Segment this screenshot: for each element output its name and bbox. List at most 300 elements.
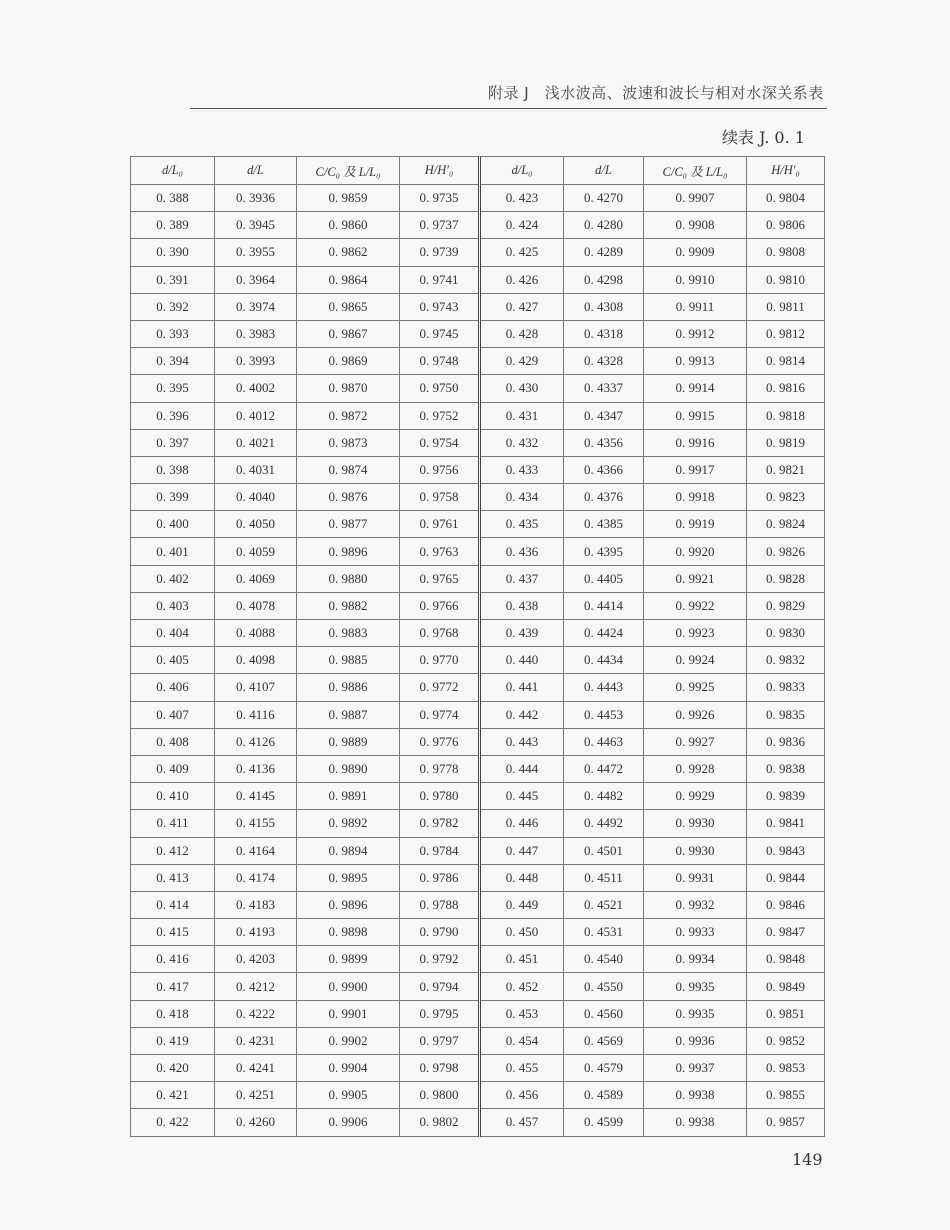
table-cell: 0. 9852 [747,1027,825,1054]
table-cell: 0. 9835 [747,701,825,728]
table-cell: 0. 9745 [400,320,480,347]
table-cell: 0. 4260 [215,1109,297,1136]
table-cell: 0. 4126 [215,728,297,755]
table-cell: 0. 9790 [400,919,480,946]
table-cell: 0. 9766 [400,592,480,619]
table-cell: 0. 441 [480,674,564,701]
table-cell: 0. 396 [131,402,215,429]
table-cell: 0. 4012 [215,402,297,429]
table-cell: 0. 416 [131,946,215,973]
table-cell: 0. 9814 [747,348,825,375]
table-cell: 0. 9851 [747,1000,825,1027]
table-cell: 0. 4222 [215,1000,297,1027]
table-cell: 0. 4376 [564,484,644,511]
table-cell: 0. 9876 [297,484,400,511]
table-row [131,538,825,565]
table-cell: 0. 9849 [747,973,825,1000]
page-number: 149 [792,1150,823,1169]
table-cell: 0. 422 [131,1109,215,1136]
table-cell: 0. 4405 [564,565,644,592]
table-cell: 0. 9927 [644,728,747,755]
table-cell: 0. 4164 [215,837,297,864]
table-cell: 0. 9794 [400,973,480,1000]
table-cell: 0. 415 [131,919,215,946]
table-cell: 0. 3945 [215,212,297,239]
table-cell: 0. 433 [480,456,564,483]
table-cell: 0. 448 [480,864,564,891]
table-cell: 0. 4031 [215,456,297,483]
table-cell: 0. 3955 [215,239,297,266]
table-cell: 0. 9899 [297,946,400,973]
table-cell: 0. 4298 [564,266,644,293]
table-cell: 0. 393 [131,320,215,347]
table-cell: 0. 399 [131,484,215,511]
table-cell: 0. 9915 [644,402,747,429]
table-cell: 0. 435 [480,511,564,538]
table-cell: 0. 9844 [747,864,825,891]
table-cell: 0. 9808 [747,239,825,266]
table-cell: 0. 418 [131,1000,215,1027]
table-cell: 0. 402 [131,565,215,592]
table-cell: 0. 9905 [297,1082,400,1109]
table-row [131,701,825,728]
table-cell: 0. 406 [131,674,215,701]
table-row [131,592,825,619]
table-cell: 0. 9923 [644,620,747,647]
table-cell: 0. 4589 [564,1082,644,1109]
table-cell: 0. 4107 [215,674,297,701]
table-cell: 0. 9776 [400,728,480,755]
table-row [131,375,825,402]
column-header: d/L [215,157,297,185]
table-cell: 0. 9938 [644,1082,747,1109]
table-cell: 0. 9886 [297,674,400,701]
table-row [131,864,825,891]
table-cell: 0. 9843 [747,837,825,864]
table-row [131,728,825,755]
table-cell: 0. 4231 [215,1027,297,1054]
table-cell: 0. 9931 [644,864,747,891]
table-row [131,837,825,864]
table-cell: 0. 9865 [297,293,400,320]
table-cell: 0. 9737 [400,212,480,239]
table-cell: 0. 4318 [564,320,644,347]
table-cell: 0. 9748 [400,348,480,375]
table-cell: 0. 4385 [564,511,644,538]
table-cell: 0. 4040 [215,484,297,511]
table-cell: 0. 388 [131,185,215,212]
table-cell: 0. 9895 [297,864,400,891]
table-cell: 0. 4155 [215,810,297,837]
table-cell: 0. 451 [480,946,564,973]
table-row [131,1000,825,1027]
table-cell: 0. 424 [480,212,564,239]
table-cell: 0. 423 [480,185,564,212]
table-cell: 0. 9904 [297,1055,400,1082]
table-cell: 0. 9885 [297,647,400,674]
table-cell: 0. 4492 [564,810,644,837]
table-cell: 0. 442 [480,701,564,728]
table-cell: 0. 9938 [644,1109,747,1136]
table-cell: 0. 9921 [644,565,747,592]
table-cell: 0. 421 [131,1082,215,1109]
table-row [131,1109,825,1136]
table-cell: 0. 9786 [400,864,480,891]
table-cell: 0. 9912 [644,320,747,347]
table-cell: 0. 403 [131,592,215,619]
table-cell: 0. 9841 [747,810,825,837]
table-cell: 0. 9919 [644,511,747,538]
table-cell: 0. 9887 [297,701,400,728]
table-row [131,565,825,592]
table-cell: 0. 4069 [215,565,297,592]
table-cell: 0. 9735 [400,185,480,212]
data-table [130,156,825,1137]
running-header: 附录 J 浅水波高、波速和波长与相对水深关系表 [488,84,824,102]
table-cell: 0. 9892 [297,810,400,837]
table-cell: 0. 407 [131,701,215,728]
table-cell: 0. 410 [131,783,215,810]
table-cell: 0. 9819 [747,429,825,456]
table-cell: 0. 444 [480,755,564,782]
table-cell: 0. 426 [480,266,564,293]
table-cell: 0. 4414 [564,592,644,619]
table-cell: 0. 9901 [297,1000,400,1027]
table-cell: 0. 9750 [400,375,480,402]
table-cell: 0. 9867 [297,320,400,347]
table-cell: 0. 394 [131,348,215,375]
table-cell: 0. 9838 [747,755,825,782]
table-row [131,810,825,837]
table-cell: 0. 9924 [644,647,747,674]
table-cell: 0. 412 [131,837,215,864]
table-header [131,157,825,185]
table-cell: 0. 9765 [400,565,480,592]
table-row [131,1055,825,1082]
table-row [131,484,825,511]
table-cell: 0. 4251 [215,1082,297,1109]
table-cell: 0. 4424 [564,620,644,647]
table-cell: 0. 4434 [564,647,644,674]
table-cell: 0. 4560 [564,1000,644,1027]
table-cell: 0. 9894 [297,837,400,864]
table-cell: 0. 9917 [644,456,747,483]
table-cell: 0. 446 [480,810,564,837]
column-header: d/L₀ [480,157,564,185]
table-cell: 0. 4579 [564,1055,644,1082]
table-cell: 0. 4088 [215,620,297,647]
table-cell: 0. 3964 [215,266,297,293]
table-cell: 0. 4356 [564,429,644,456]
table-cell: 0. 9870 [297,375,400,402]
table-row [131,891,825,918]
table-row [131,783,825,810]
table-cell: 0. 9763 [400,538,480,565]
table-cell: 0. 392 [131,293,215,320]
table-cell: 0. 9914 [644,375,747,402]
table-cell: 0. 9832 [747,647,825,674]
table-cell: 0. 404 [131,620,215,647]
table-cell: 0. 4453 [564,701,644,728]
table-cell: 0. 9741 [400,266,480,293]
table-row [131,973,825,1000]
table-cell: 0. 9862 [297,239,400,266]
table-row [131,266,825,293]
table-row [131,674,825,701]
table-row [131,293,825,320]
table-cell: 0. 9774 [400,701,480,728]
table-cell: 0. 9802 [400,1109,480,1136]
table-cell: 0. 9930 [644,810,747,837]
table-cell: 0. 4550 [564,973,644,1000]
table-cell: 0. 9896 [297,538,400,565]
table-cell: 0. 9860 [297,212,400,239]
table-cell: 0. 9847 [747,919,825,946]
table-cell: 0. 9800 [400,1082,480,1109]
table-cell: 0. 9925 [644,674,747,701]
table-row [131,1027,825,1054]
column-header: d/L₀ [131,157,215,185]
table-cell: 0. 4174 [215,864,297,891]
table-cell: 0. 9818 [747,402,825,429]
table-cell: 0. 9869 [297,348,400,375]
table-cell: 0. 9911 [644,293,747,320]
table-cell: 0. 9930 [644,837,747,864]
table-cell: 0. 3974 [215,293,297,320]
header-rule [190,108,827,109]
table-cell: 0. 4501 [564,837,644,864]
table-cell: 0. 9806 [747,212,825,239]
table-cell: 0. 419 [131,1027,215,1054]
table-cell: 0. 9784 [400,837,480,864]
table-cell: 0. 411 [131,810,215,837]
table-cell: 0. 4002 [215,375,297,402]
table-cell: 0. 4463 [564,728,644,755]
table-cell: 0. 9874 [297,456,400,483]
table-cell: 0. 9795 [400,1000,480,1027]
table-cell: 0. 9811 [747,293,825,320]
table-cell: 0. 9823 [747,484,825,511]
table-cell: 0. 9932 [644,891,747,918]
table-cell: 0. 9839 [747,783,825,810]
header-row [131,157,825,185]
table-cell: 0. 9758 [400,484,480,511]
table-cell: 0. 4270 [564,185,644,212]
table-cell: 0. 9918 [644,484,747,511]
table-cell: 0. 4203 [215,946,297,973]
table-cell: 0. 9798 [400,1055,480,1082]
table-cell: 0. 400 [131,511,215,538]
table-cell: 0. 4395 [564,538,644,565]
table-cell: 0. 4328 [564,348,644,375]
table-cell: 0. 9890 [297,755,400,782]
table-row [131,511,825,538]
table-row [131,402,825,429]
table-cell: 0. 4482 [564,783,644,810]
table-cell: 0. 429 [480,348,564,375]
table-cell: 0. 9824 [747,511,825,538]
table-cell: 0. 4521 [564,891,644,918]
table-cell: 0. 454 [480,1027,564,1054]
table-cell: 0. 391 [131,266,215,293]
table-cell: 0. 457 [480,1109,564,1136]
table-cell: 0. 4599 [564,1109,644,1136]
table-cell: 0. 9821 [747,456,825,483]
table-cell: 0. 389 [131,212,215,239]
table-cell: 0. 9906 [297,1109,400,1136]
table-row [131,320,825,347]
table-cell: 0. 9855 [747,1082,825,1109]
table-cell: 0. 4366 [564,456,644,483]
table-cell: 0. 4193 [215,919,297,946]
table-cell: 0. 9916 [644,429,747,456]
table-cell: 0. 9896 [297,891,400,918]
table-cell: 0. 9859 [297,185,400,212]
table-cell: 0. 413 [131,864,215,891]
table-cell: 0. 4569 [564,1027,644,1054]
table-cell: 0. 397 [131,429,215,456]
table-cell: 0. 9933 [644,919,747,946]
table-cell: 0. 456 [480,1082,564,1109]
table-row [131,429,825,456]
table-cell: 0. 3983 [215,320,297,347]
table-row [131,1082,825,1109]
table-cell: 0. 9877 [297,511,400,538]
table-cell: 0. 436 [480,538,564,565]
column-header: C/C₀ 及 L/L₀ [297,157,400,185]
table-cell: 0. 9909 [644,239,747,266]
table-cell: 0. 4241 [215,1055,297,1082]
table-cell: 0. 395 [131,375,215,402]
table-cell: 0. 4540 [564,946,644,973]
table-cell: 0. 432 [480,429,564,456]
table-cell: 0. 9928 [644,755,747,782]
table-cell: 0. 9804 [747,185,825,212]
table-caption: 续表 J. 0. 1 [722,128,805,147]
table-cell: 0. 9780 [400,783,480,810]
table-row [131,946,825,973]
table-cell: 0. 4531 [564,919,644,946]
table-cell: 0. 9739 [400,239,480,266]
table-cell: 0. 4145 [215,783,297,810]
table-cell: 0. 9926 [644,701,747,728]
table-cell: 0. 449 [480,891,564,918]
table-cell: 0. 445 [480,783,564,810]
table-cell: 0. 425 [480,239,564,266]
table-cell: 0. 390 [131,239,215,266]
table-cell: 0. 452 [480,973,564,1000]
table-cell: 0. 9770 [400,647,480,674]
table-cell: 0. 9846 [747,891,825,918]
table-cell: 0. 9935 [644,1000,747,1027]
table-cell: 0. 443 [480,728,564,755]
table-cell: 0. 9778 [400,755,480,782]
table-cell: 0. 9907 [644,185,747,212]
table-cell: 0. 9816 [747,375,825,402]
table-cell: 0. 9768 [400,620,480,647]
table-row [131,647,825,674]
table-cell: 0. 9812 [747,320,825,347]
table-cell: 0. 9792 [400,946,480,973]
table-cell: 0. 9902 [297,1027,400,1054]
table-cell: 0. 9883 [297,620,400,647]
table-cell: 0. 9772 [400,674,480,701]
table-cell: 0. 9782 [400,810,480,837]
table-cell: 0. 447 [480,837,564,864]
table-cell: 0. 450 [480,919,564,946]
table-cell: 0. 3936 [215,185,297,212]
table-cell: 0. 430 [480,375,564,402]
table-cell: 0. 9828 [747,565,825,592]
table-cell: 0. 408 [131,728,215,755]
column-header: C/C₀ 及 L/L₀ [644,157,747,185]
table-cell: 0. 9836 [747,728,825,755]
table-cell: 0. 414 [131,891,215,918]
table-cell: 0. 4289 [564,239,644,266]
table-cell: 0. 4098 [215,647,297,674]
table-cell: 0. 4308 [564,293,644,320]
table-cell: 0. 9857 [747,1109,825,1136]
table-cell: 0. 9788 [400,891,480,918]
table-cell: 0. 4078 [215,592,297,619]
table-cell: 0. 4116 [215,701,297,728]
table-row [131,348,825,375]
table-cell: 0. 440 [480,647,564,674]
table-row [131,620,825,647]
table-cell: 0. 431 [480,402,564,429]
table-cell: 0. 4050 [215,511,297,538]
table-cell: 0. 4059 [215,538,297,565]
table-cell: 0. 9936 [644,1027,747,1054]
table-cell: 0. 9848 [747,946,825,973]
table-cell: 0. 9898 [297,919,400,946]
table-cell: 0. 4443 [564,674,644,701]
table-cell: 0. 9826 [747,538,825,565]
table-row [131,919,825,946]
table-cell: 0. 9908 [644,212,747,239]
table-body [131,185,825,1137]
table-cell: 0. 9853 [747,1055,825,1082]
table-cell: 0. 9900 [297,973,400,1000]
table-cell: 0. 437 [480,565,564,592]
table-cell: 0. 9873 [297,429,400,456]
table-cell: 0. 9752 [400,402,480,429]
table-cell: 0. 9754 [400,429,480,456]
table-cell: 0. 9756 [400,456,480,483]
table-cell: 0. 9829 [747,592,825,619]
table-cell: 0. 439 [480,620,564,647]
table-cell: 0. 9880 [297,565,400,592]
table-cell: 0. 9920 [644,538,747,565]
column-header: H/H′₀ [400,157,480,185]
table-cell: 0. 9761 [400,511,480,538]
table-cell: 0. 4212 [215,973,297,1000]
table-cell: 0. 9891 [297,783,400,810]
table-cell: 0. 9935 [644,973,747,1000]
table-cell: 0. 4472 [564,755,644,782]
table-cell: 0. 4347 [564,402,644,429]
table-cell: 0. 9830 [747,620,825,647]
table-cell: 0. 9934 [644,946,747,973]
table-cell: 0. 427 [480,293,564,320]
table-cell: 0. 9922 [644,592,747,619]
table-cell: 0. 4021 [215,429,297,456]
table-cell: 0. 9872 [297,402,400,429]
table-cell: 0. 9810 [747,266,825,293]
table-cell: 0. 4337 [564,375,644,402]
table-cell: 0. 401 [131,538,215,565]
table-cell: 0. 409 [131,755,215,782]
